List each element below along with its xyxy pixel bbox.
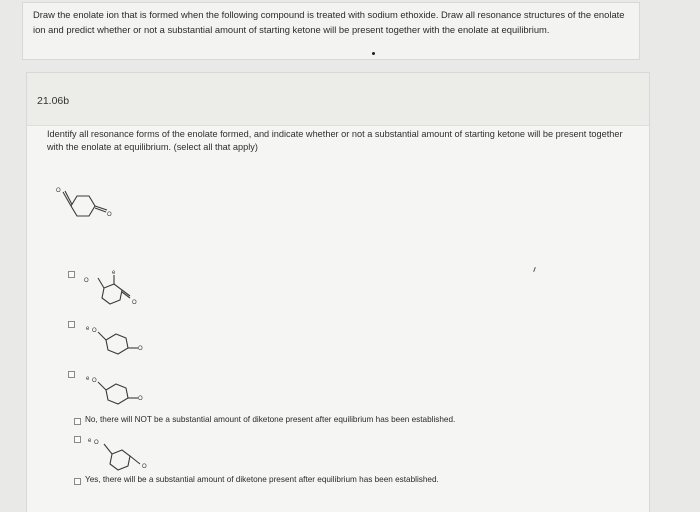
enolate-resonance-form-3-icon [82, 370, 162, 410]
cursor-dot [372, 52, 375, 55]
problem-prompt: Identify all resonance forms of the enolate formed, and indicate whether or not a substantial amount of starting ketone will be present together with the enolate at equilibrium. (select all that apply) [47, 129, 623, 153]
svg-text:O: O [56, 188, 61, 194]
enolate-resonance-form-4-icon [86, 434, 166, 474]
option-1-checkbox[interactable] [68, 271, 75, 278]
problem-id: 21.06b [37, 95, 70, 107]
svg-text:O: O [92, 328, 97, 334]
question-panel [22, 2, 640, 60]
problem-header [27, 73, 649, 126]
option-5-checkbox[interactable] [74, 436, 81, 443]
enolate-resonance-form-1-icon [82, 268, 162, 318]
starting-compound-structure [55, 188, 125, 228]
svg-text:O: O [107, 212, 112, 218]
svg-text:O: O [92, 378, 97, 384]
svg-text:O: O [132, 300, 137, 306]
enolate-resonance-form-2-icon [82, 320, 162, 360]
option-no-label: No, there will NOT be a substantial amount of diketone present after equilibrium has been established. [85, 415, 456, 424]
svg-text:O: O [138, 346, 143, 352]
svg-text:e: e [86, 376, 90, 382]
option-no-checkbox[interactable] [74, 418, 81, 425]
svg-text:O: O [138, 396, 143, 402]
svg-text:e: e [86, 326, 90, 332]
option-3-checkbox[interactable] [68, 371, 75, 378]
svg-text:e: e [88, 438, 92, 444]
svg-text:O: O [94, 440, 99, 446]
option-2-checkbox[interactable] [68, 321, 75, 328]
svg-text:e: e [112, 270, 116, 276]
svg-text:O: O [84, 278, 89, 284]
option-yes-label: Yes, there will be a substantial amount of diketone present after equilibrium has been established. [85, 475, 439, 484]
option-yes-checkbox[interactable] [74, 478, 81, 485]
svg-text:O: O [142, 464, 147, 470]
question-text: Draw the enolate ion that is formed when the following compound is treated with sodium ethoxide. Draw all resonance structures of the enolate ion and predict whether or not a substantial amount of starting ketone will be present together with the enolate at equilibrium. [33, 9, 625, 35]
